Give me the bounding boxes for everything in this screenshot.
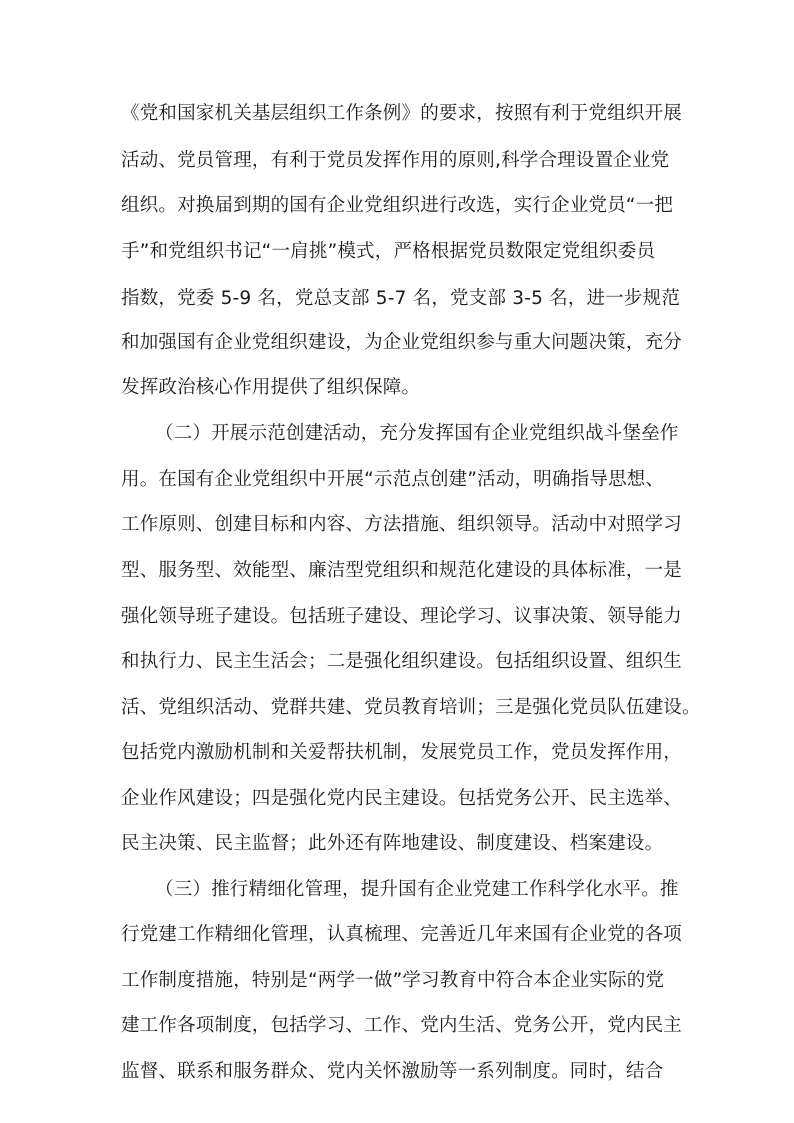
text-line: 建工作各项制度，包括学习、工作、党内生活、党务公开，党内民主 <box>121 1015 683 1036</box>
text-line: 手”和党组织书记“一肩挑”模式，严格根据党员数限定党组织委员 <box>121 241 656 262</box>
section-heading-line: （三）推行精细化管理，提升国有企业党建工作科学化水平。推 <box>155 879 679 900</box>
text-line: 行党建工作精细化管理，认真梳理、完善近几年来国有企业党的各项 <box>121 924 683 945</box>
text-line: 强化领导班子建设。包括班子建设、理论学习、议事决策、领导能力 <box>121 606 683 627</box>
text-line: 活动、党员管理，有利于党员发挥作用的原则,科学合理设置企业党 <box>121 150 670 171</box>
text-line: 型、服务型、效能型、廉洁型党组织和规范化建设的具体标准，一是 <box>121 560 683 581</box>
section-heading-line: （二）开展示范创建活动，充分发挥国有企业党组织战斗堡垒作 <box>155 423 679 444</box>
text-line: 组织。对换届到期的国有企业党组织进行改选，实行企业党员“一把 <box>121 195 674 216</box>
text-line: 指数，党委 5-9 名，党总支部 5-7 名，党支部 3-5 名，进一步规范 <box>121 288 681 309</box>
text-line: 发挥政治核心作用提供了组织保障。 <box>121 377 421 398</box>
text-line: 工作制度措施，特别是“两学一做”学习教育中符合本企业实际的党 <box>121 970 665 991</box>
text-line: 企业作风建设；四是强化党内民主建设。包括党务公开、民主选举、 <box>121 788 683 809</box>
text-line: 用。在国有企业党组织中开展“示范点创建”活动，明确指导思想、 <box>121 469 665 490</box>
text-line: 和加强国有企业党组织建设，为企业党组织参与重大问题决策，充分 <box>121 332 683 353</box>
text-line: 工作原则、创建目标和内容、方法措施、组织领导。活动中对照学习 <box>121 514 683 535</box>
text-line: 民主决策、民主监督；此外还有阵地建设、制度建设、档案建设。 <box>121 833 664 854</box>
text-line: 和执行力、民主生活会；二是强化组织建设。包括组织设置、组织生 <box>121 651 683 672</box>
text-line: 监督、联系和服务群众、党内关怀激励等一系列制度。同时，结合 <box>121 1061 664 1082</box>
text-line: 《党和国家机关基层组织工作条例》的要求，按照有利于党组织开展 <box>121 103 683 124</box>
text-line: 活、党组织活动、党群共建、党员教育培训；三是强化党员队伍建设。 <box>121 697 701 718</box>
text-line: 包括党内激励机制和关爱帮扶机制，发展党员工作，党员发挥作用， <box>121 742 683 763</box>
